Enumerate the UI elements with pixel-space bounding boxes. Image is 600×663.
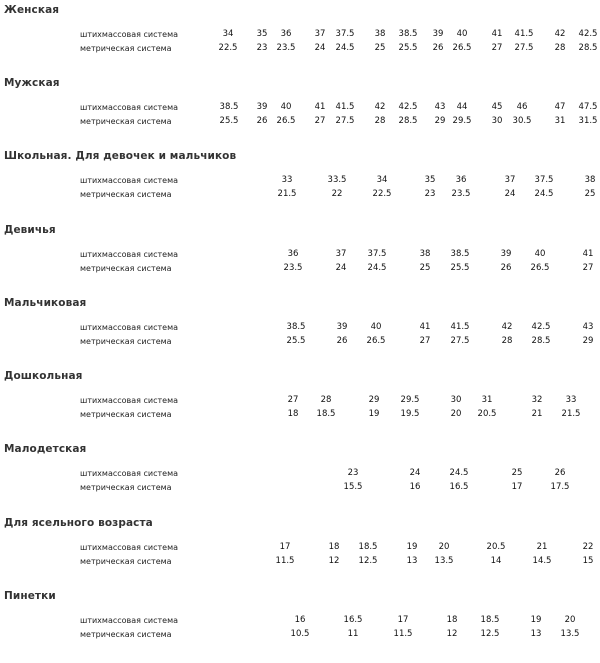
metric-size-value: 31.5	[578, 116, 598, 126]
stich-size-value: 16	[294, 615, 306, 625]
metric-size-value: 13	[530, 629, 542, 639]
size-section	[0, 590, 600, 663]
stich-size-value: 40	[280, 102, 292, 112]
metric-size-value: 29.5	[452, 116, 472, 126]
metric-size-value: 28.5	[398, 116, 418, 126]
stich-size-value: 42.5	[531, 322, 551, 332]
metric-size-value: 17	[511, 482, 523, 492]
section-title: Девичья	[4, 224, 56, 236]
stich-size-value: 20	[564, 615, 576, 625]
metric-size-value: 13.5	[560, 629, 580, 639]
section-title: Пинетки	[4, 590, 56, 602]
stich-system-label: штихмассовая система	[80, 176, 179, 185]
stich-size-value: 41.5	[335, 102, 355, 112]
stich-size-value: 39	[256, 102, 268, 112]
stich-size-value: 29	[368, 395, 380, 405]
stich-size-value: 24	[409, 468, 421, 478]
stich-size-value: 38	[374, 29, 386, 39]
stich-size-value: 41	[314, 102, 326, 112]
stich-size-value: 30	[450, 395, 462, 405]
stich-size-value: 38.5	[286, 322, 306, 332]
stich-size-value: 39	[500, 249, 512, 259]
metric-size-value: 26	[336, 336, 348, 346]
metric-size-value: 11.5	[275, 556, 295, 566]
metric-system-label: метрическая система	[80, 630, 172, 639]
metric-size-value: 15	[582, 556, 594, 566]
section-title: Дошкольная	[4, 370, 83, 382]
stich-size-value: 17	[279, 542, 291, 552]
stich-size-value: 28	[320, 395, 332, 405]
stich-size-value: 39	[336, 322, 348, 332]
metric-size-value: 12	[328, 556, 340, 566]
metric-system-label: метрическая система	[80, 410, 172, 419]
stich-size-value: 35	[256, 29, 268, 39]
stich-size-value: 37	[335, 249, 347, 259]
stich-size-value: 42	[554, 29, 566, 39]
metric-size-value: 28.5	[578, 43, 598, 53]
metric-system-label: метрическая система	[80, 483, 172, 492]
stich-size-value: 40	[534, 249, 546, 259]
stich-size-value: 41.5	[514, 29, 534, 39]
metric-size-value: 27.5	[335, 116, 355, 126]
metric-size-value: 28	[554, 43, 566, 53]
metric-size-value: 11	[347, 629, 359, 639]
stich-size-value: 42	[374, 102, 386, 112]
metric-size-value: 13	[406, 556, 418, 566]
stich-size-value: 27	[287, 395, 299, 405]
stich-system-label: штихмассовая система	[80, 469, 179, 478]
metric-size-value: 30.5	[512, 116, 532, 126]
stich-size-value: 18.5	[480, 615, 500, 625]
metric-size-value: 22.5	[218, 43, 238, 53]
size-section	[0, 517, 600, 590]
stich-size-value: 20.5	[486, 542, 506, 552]
stich-size-value: 17	[397, 615, 409, 625]
stich-size-value: 33	[281, 175, 293, 185]
stich-size-value: 38.5	[219, 102, 239, 112]
metric-size-value: 22	[331, 189, 343, 199]
metric-size-value: 25	[374, 43, 386, 53]
stich-system-label: штихмассовая система	[80, 543, 179, 552]
size-section	[0, 443, 600, 516]
metric-size-value: 29	[434, 116, 446, 126]
metric-size-value: 24.5	[534, 189, 554, 199]
stich-size-value: 37	[504, 175, 516, 185]
size-section	[0, 224, 600, 297]
section-title: Школьная. Для девочек и мальчиков	[4, 150, 237, 162]
metric-size-value: 23	[424, 189, 436, 199]
stich-system-label: штихмассовая система	[80, 30, 179, 39]
stich-size-value: 22	[582, 542, 594, 552]
stich-size-value: 37.5	[534, 175, 554, 185]
stich-system-label: штихмассовая система	[80, 103, 179, 112]
stich-size-value: 40	[456, 29, 468, 39]
stich-size-value: 42.5	[578, 29, 598, 39]
stich-size-value: 26	[554, 468, 566, 478]
size-section	[0, 150, 600, 223]
stich-size-value: 16.5	[343, 615, 363, 625]
metric-size-value: 18	[287, 409, 299, 419]
metric-size-value: 31	[554, 116, 566, 126]
metric-size-value: 28	[374, 116, 386, 126]
stich-size-value: 47.5	[578, 102, 598, 112]
metric-system-label: метрическая система	[80, 44, 172, 53]
stich-size-value: 44	[456, 102, 468, 112]
metric-size-value: 24	[314, 43, 326, 53]
metric-size-value: 24	[504, 189, 516, 199]
metric-size-value: 12.5	[480, 629, 500, 639]
stich-system-label: штихмассовая система	[80, 250, 179, 259]
size-section	[0, 4, 600, 77]
metric-size-value: 30	[491, 116, 503, 126]
metric-size-value: 23	[256, 43, 268, 53]
metric-size-value: 23.5	[276, 43, 296, 53]
metric-size-value: 22.5	[372, 189, 392, 199]
section-title: Женская	[4, 4, 60, 16]
stich-size-value: 45	[491, 102, 503, 112]
metric-size-value: 13.5	[434, 556, 454, 566]
stich-system-label: штихмассовая система	[80, 616, 179, 625]
size-section	[0, 297, 600, 370]
metric-size-value: 25.5	[219, 116, 239, 126]
metric-size-value: 16.5	[449, 482, 469, 492]
stich-system-label: штихмассовая система	[80, 396, 179, 405]
stich-size-value: 42.5	[398, 102, 418, 112]
metric-size-value: 12.5	[358, 556, 378, 566]
section-title: Мужская	[4, 77, 60, 89]
metric-size-value: 18.5	[316, 409, 336, 419]
stich-size-value: 20	[438, 542, 450, 552]
stich-size-value: 33.5	[327, 175, 347, 185]
metric-size-value: 23.5	[283, 263, 303, 273]
stich-size-value: 43	[582, 322, 594, 332]
metric-size-value: 17.5	[550, 482, 570, 492]
stich-size-value: 19	[530, 615, 542, 625]
metric-size-value: 27	[582, 263, 594, 273]
stich-size-value: 41	[419, 322, 431, 332]
metric-size-value: 19.5	[400, 409, 420, 419]
metric-size-value: 20.5	[477, 409, 497, 419]
stich-size-value: 36	[455, 175, 467, 185]
metric-size-value: 29	[582, 336, 594, 346]
section-title: Малодетская	[4, 443, 87, 455]
metric-size-value: 26.5	[366, 336, 386, 346]
size-section	[0, 77, 600, 150]
stich-size-value: 43	[434, 102, 446, 112]
metric-size-value: 27.5	[514, 43, 534, 53]
stich-size-value: 36	[280, 29, 292, 39]
stich-size-value: 37	[314, 29, 326, 39]
metric-size-value: 26.5	[276, 116, 296, 126]
stich-size-value: 19	[406, 542, 418, 552]
stich-size-value: 37.5	[335, 29, 355, 39]
metric-size-value: 23.5	[451, 189, 471, 199]
stich-size-value: 41	[582, 249, 594, 259]
stich-size-value: 34	[376, 175, 388, 185]
metric-size-value: 27	[491, 43, 503, 53]
metric-size-value: 28.5	[531, 336, 551, 346]
metric-system-label: метрическая система	[80, 557, 172, 566]
metric-size-value: 24.5	[367, 263, 387, 273]
metric-size-value: 14	[490, 556, 502, 566]
metric-size-value: 27	[419, 336, 431, 346]
metric-system-label: метрическая система	[80, 117, 172, 126]
metric-size-value: 21.5	[561, 409, 581, 419]
metric-size-value: 25.5	[450, 263, 470, 273]
metric-system-label: метрическая система	[80, 264, 172, 273]
stich-size-value: 33	[565, 395, 577, 405]
stich-size-value: 18	[328, 542, 340, 552]
metric-size-value: 16	[409, 482, 421, 492]
stich-size-value: 38.5	[398, 29, 418, 39]
stich-size-value: 31	[481, 395, 493, 405]
metric-size-value: 20	[450, 409, 462, 419]
stich-size-value: 38.5	[450, 249, 470, 259]
metric-size-value: 24	[335, 263, 347, 273]
stich-size-value: 46	[516, 102, 528, 112]
metric-size-value: 28	[501, 336, 513, 346]
metric-system-label: метрическая система	[80, 190, 172, 199]
metric-system-label: метрическая система	[80, 337, 172, 346]
metric-size-value: 14.5	[532, 556, 552, 566]
metric-size-value: 27.5	[450, 336, 470, 346]
size-section	[0, 370, 600, 443]
stich-size-value: 18.5	[358, 542, 378, 552]
metric-size-value: 11.5	[393, 629, 413, 639]
stich-size-value: 42	[501, 322, 513, 332]
metric-size-value: 12	[446, 629, 458, 639]
metric-size-value: 27	[314, 116, 326, 126]
metric-size-value: 26	[256, 116, 268, 126]
stich-size-value: 38	[419, 249, 431, 259]
metric-size-value: 25.5	[286, 336, 306, 346]
metric-size-value: 26.5	[530, 263, 550, 273]
metric-size-value: 24.5	[335, 43, 355, 53]
stich-size-value: 39	[432, 29, 444, 39]
metric-size-value: 26.5	[452, 43, 472, 53]
stich-size-value: 34	[222, 29, 234, 39]
stich-size-value: 24.5	[449, 468, 469, 478]
stich-size-value: 21	[536, 542, 548, 552]
stich-system-label: штихмассовая система	[80, 323, 179, 332]
stich-size-value: 35	[424, 175, 436, 185]
metric-size-value: 15.5	[343, 482, 363, 492]
section-title: Для ясельного возраста	[4, 517, 153, 529]
metric-size-value: 10.5	[290, 629, 310, 639]
metric-size-value: 26	[432, 43, 444, 53]
stich-size-value: 32	[531, 395, 543, 405]
metric-size-value: 25	[419, 263, 431, 273]
stich-size-value: 41.5	[450, 322, 470, 332]
metric-size-value: 25	[584, 189, 596, 199]
stich-size-value: 47	[554, 102, 566, 112]
metric-size-value: 21.5	[277, 189, 297, 199]
stich-size-value: 18	[446, 615, 458, 625]
metric-size-value: 25.5	[398, 43, 418, 53]
stich-size-value: 38	[584, 175, 596, 185]
metric-size-value: 21	[531, 409, 543, 419]
stich-size-value: 36	[287, 249, 299, 259]
metric-size-value: 19	[368, 409, 380, 419]
stich-size-value: 40	[370, 322, 382, 332]
section-title: Мальчиковая	[4, 297, 87, 309]
stich-size-value: 23	[347, 468, 359, 478]
stich-size-value: 29.5	[400, 395, 420, 405]
stich-size-value: 41	[491, 29, 503, 39]
metric-size-value: 26	[500, 263, 512, 273]
stich-size-value: 25	[511, 468, 523, 478]
stich-size-value: 37.5	[367, 249, 387, 259]
